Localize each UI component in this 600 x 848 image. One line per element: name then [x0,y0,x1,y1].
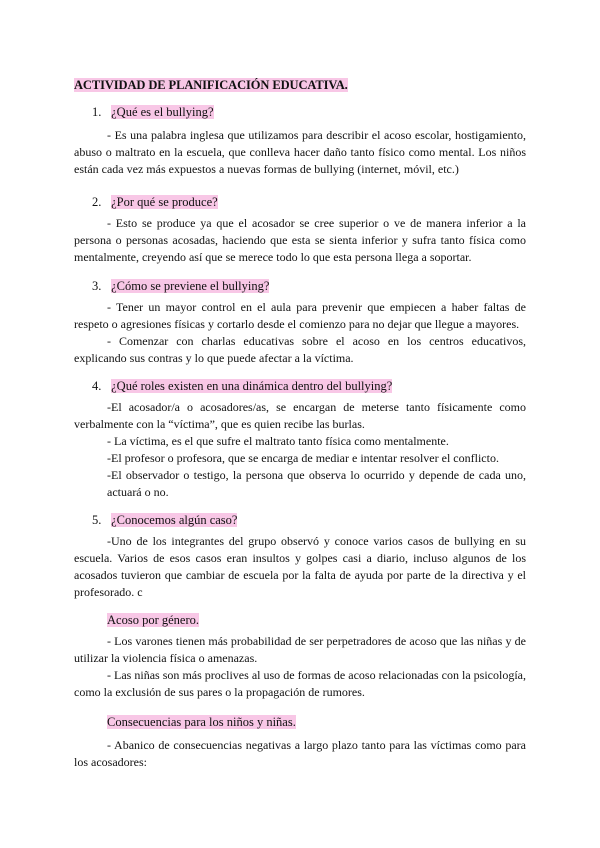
question-1-number: 1. [92,105,102,119]
question-4-heading [92,378,392,394]
consequences-heading [107,714,296,730]
question-5-number: 5. [92,513,102,527]
question-1-heading [92,104,214,120]
question-4-answer-4: -El observador o testigo, la persona que observa lo ocurrido y depende de cada uno, actuará o no. [107,468,526,499]
question-2-text: ¿Por qué se produce? [111,195,218,209]
gender-heading [107,612,199,628]
gender-heading-text: Acoso por género. [107,613,199,627]
question-2-number: 2. [92,195,102,209]
title-highlight: ACTIVIDAD DE PLANIFICACIÓN EDUCATIVA. [74,78,348,92]
question-1-text: ¿Qué es el bullying? [111,105,214,119]
question-5-answer: -Uno de los integrantes del grupo observó y conoce varios casos de bullying en su escuela. Varios de esos casos eran insultos y golpes casi a diario, incluso algunos de los acosados tuvieron que cambiar de escuela por la falta de ayuda por parte de la directiva y el profesorado. c [74,534,526,599]
question-5-heading [92,512,237,528]
document-title [74,77,348,93]
question-2-heading [92,194,218,210]
question-3-number: 3. [92,279,102,293]
question-3-answer-1: - Tener un mayor control en el aula para prevenir que empiecen a haber faltas de respeto o agresiones físicas y cortarlo desde el comienzo para no dejar que llegue a mayores. [74,300,526,331]
question-5-text: ¿Conocemos algún caso? [111,513,238,527]
question-4-answer-2: - La víctima, es el que sufre el maltrato tanto física como mentalmente. [107,434,449,448]
gender-paragraph-2: - Las niñas son más proclives al uso de formas de acoso relacionadas con la psicología, como la exclusión de sus pares o la propagación de rumores. [74,668,526,699]
consequences-heading-text: Consecuencias para los niños y niñas. [107,715,296,729]
consequences-paragraph-1: - Abanico de consecuencias negativas a largo plazo tanto para las víctimas como para los acosadores: [74,738,526,769]
question-2-answer: - Esto se produce ya que el acosador se cree superior o ve de manera inferior a la persona o personas acosadas, haciendo que esta se sienta inferior y sufra tanto física como mentalmente, creyendo así que se merece todo lo que esta persona llega a soportar. [74,216,526,264]
question-4-text: ¿Qué roles existen en una dinámica dentro del bullying? [111,379,393,393]
question-4-answer-3: -El profesor o profesora, que se encarga de mediar e intentar resolver el conflicto. [107,451,499,465]
question-3-text: ¿Cómo se previene el bullying? [111,279,270,293]
gender-paragraph-1: - Los varones tienen más probabilidad de ser perpetradores de acoso que las niñas y de utilizar la violencia física o amenazas. [74,634,526,665]
question-3-heading [92,278,269,294]
question-1-answer: - Es una palabra inglesa que utilizamos para describir el acoso escolar, hostigamiento, abuso o maltrato en la escuela, que conlleva hacer daño tanto físico como mental. Los niños están cada vez más expuestos a nuevas formas de bullying (internet, móvil, etc.) [74,128,526,176]
question-4-number: 4. [92,379,102,393]
question-3-answer-2: - Comenzar con charlas educativas sobre el acoso en los centros educativos, explicando sus contras y lo que puede afectar a la víctima. [74,334,526,365]
question-4-answer-1: -El acosador/a o acosadores/as, se encargan de meterse tanto físicamente como verbalmente con la “víctima”, que es quien recibe las burlas. [74,400,526,431]
